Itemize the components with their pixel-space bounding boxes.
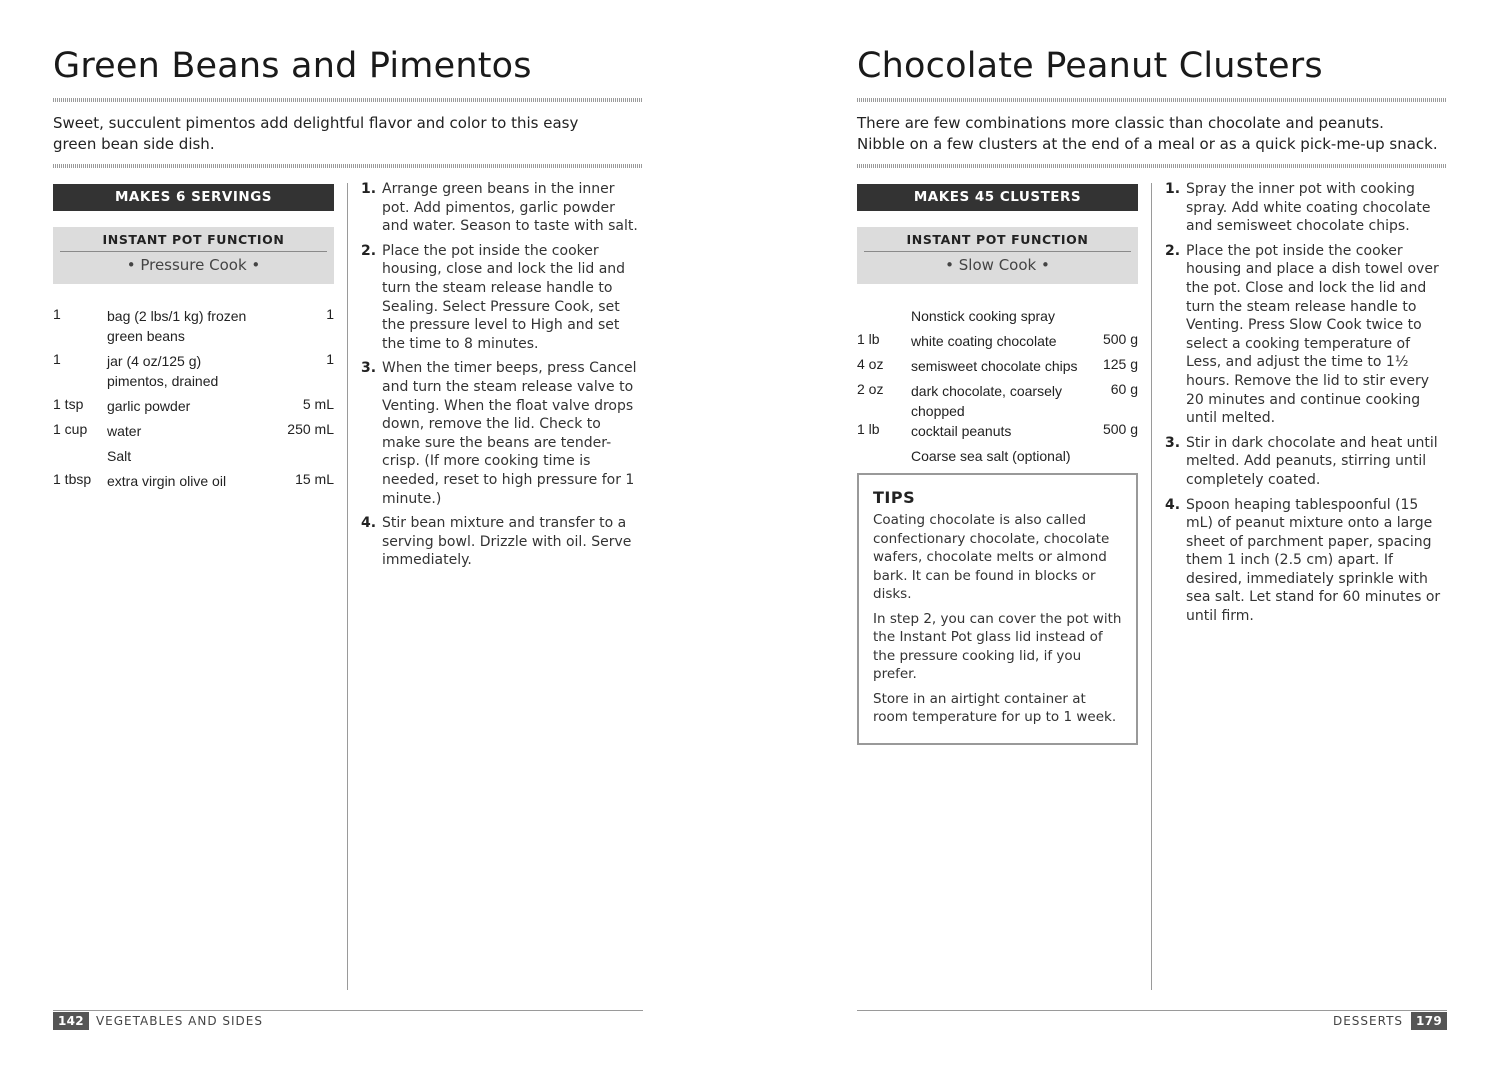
instant-pot-function-box: [857, 227, 1138, 284]
ingredient-quantity: 1 tbsp: [53, 471, 92, 487]
ingredient-name: semisweet chocolate chips: [911, 358, 1078, 374]
ingredient-row: [53, 446, 334, 471]
section-name: VEGETABLES AND SIDES: [95, 1014, 263, 1028]
yield-banner: MAKES 6 SERVINGS: [53, 184, 334, 211]
tip-paragraph: Coating chocolate is also called confectionary chocolate, chocolate wafers, chocolate melts or almond bark. It can be found in blocks or disks.: [873, 512, 1110, 602]
step-item: [1165, 434, 1447, 490]
ingredient-metric: 5 mL: [302, 396, 334, 412]
ingredient-metric: 500 g: [1102, 421, 1138, 437]
step-number: 4.: [361, 515, 377, 532]
function-title: INSTANT POT FUNCTION: [864, 232, 1131, 252]
ingredient-quantity: 1: [53, 351, 61, 367]
dotted-rule: [857, 164, 1447, 168]
step-item: [361, 242, 643, 354]
dotted-rule: [53, 164, 643, 168]
step-item: [1165, 180, 1447, 236]
ingredient-metric: 60 g: [1110, 381, 1138, 397]
ingredient-quantity: 1 tsp: [53, 396, 84, 412]
step-item: [361, 514, 643, 570]
page-footer: [53, 1012, 263, 1030]
ingredient-metric: 500 g: [1102, 331, 1138, 347]
intro-line: Sweet, succulent pimentos add delightful flavor and color to this easy: [53, 114, 579, 132]
page-number: 179: [1411, 1012, 1447, 1030]
ingredient-quantity: 1: [53, 306, 61, 322]
method-steps: [1165, 180, 1447, 632]
tips-title: TIPS: [873, 488, 916, 507]
ingredient-quantity: 1 lb: [857, 421, 880, 437]
function-title: INSTANT POT FUNCTION: [60, 232, 327, 252]
ingredient-quantity: 1 cup: [53, 421, 88, 437]
step-number: 3.: [361, 360, 377, 377]
ingredient-row: [857, 306, 1138, 331]
step-number: 4.: [1165, 496, 1181, 513]
instant-pot-function-box: [53, 227, 334, 284]
ingredient-row: [857, 331, 1138, 356]
step-text: Arrange green beans in the inner pot. Add pimentos, garlic powder and water. Season to taste with salt.: [382, 181, 638, 235]
ingredient-row: [857, 381, 1138, 421]
ingredient-list: [53, 306, 334, 496]
ingredient-name: white coating chocolate: [911, 333, 1057, 349]
footer-rule: [857, 1010, 1447, 1011]
tip-paragraph: Store in an airtight container at room temperature for up to 1 week.: [873, 690, 1117, 725]
step-text: Place the pot inside the cooker housing, close and lock the lid and turn the steam release handle to Sealing. Select Pressure Cook, set the pressure level to High and set the time to 8 minutes.: [382, 242, 626, 352]
recipe-intro: [857, 113, 1447, 155]
function-mode: • Slow Cook •: [945, 256, 1050, 274]
yield-banner: MAKES 45 CLUSTERS: [857, 184, 1138, 211]
dotted-rule: [53, 98, 643, 102]
ingredient-row: [53, 421, 334, 446]
ingredient-row: [53, 471, 334, 496]
method-steps: [361, 180, 643, 576]
ingredient-quantity: 1 lb: [857, 331, 880, 347]
ingredient-list: [857, 306, 1138, 471]
ingredient-row: [53, 396, 334, 421]
step-number: 1.: [1165, 181, 1181, 197]
step-item: [1165, 496, 1447, 626]
intro-line: There are few combinations more classic than chocolate and peanuts.: [857, 114, 1384, 132]
column-divider: [1151, 183, 1152, 990]
ingredient-row: [53, 351, 334, 396]
ingredient-name: water: [107, 423, 142, 439]
tips-box: [857, 473, 1138, 745]
recipe-sidebar: [857, 184, 1138, 284]
step-text: Spoon heaping tablespoonful (15 mL) of peanut mixture onto a large sheet of parchment paper, spacing them 1 inch (2.5 cm) apart. If desired, immediately sprinkle with sea salt. Let stand for 60 minutes or until firm.: [1186, 496, 1441, 625]
ingredient-name: bag (2 lbs/1 kg) frozen green beans: [107, 308, 247, 344]
ingredient-row: [857, 356, 1138, 381]
dotted-rule: [857, 98, 1447, 102]
step-number: 3.: [1165, 434, 1181, 451]
tip-paragraph: In step 2, you can cover the pot with the Instant Pot glass lid instead of the pressure cooking lid, if you prefer.: [873, 610, 1122, 682]
recipe-sidebar: [53, 184, 334, 284]
ingredient-name: garlic powder: [107, 398, 191, 414]
intro-line: Nibble on a few clusters at the end of a meal or as a quick pick-me-up snack.: [857, 135, 1438, 153]
step-text: Stir bean mixture and transfer to a serving bowl. Drizzle with oil. Serve immediately.: [382, 515, 632, 569]
step-item: [1165, 242, 1447, 428]
function-mode: • Pressure Cook •: [126, 256, 261, 274]
ingredient-name: Coarse sea salt (optional): [911, 448, 1071, 464]
ingredient-name: Salt: [107, 448, 132, 464]
left-page: [53, 0, 643, 1071]
step-text: Spray the inner pot with cooking spray. Add white coating chocolate and semisweet chocolate chips.: [1186, 181, 1431, 235]
recipe-title: Chocolate Peanut Clusters: [857, 46, 1323, 86]
ingredient-metric: 125 g: [1102, 356, 1138, 372]
page-footer: [1333, 1012, 1447, 1030]
step-text: When the timer beeps, press Cancel and turn the steam release valve to Venting. When the float valve drops down, remove the lid. Check to make sure the beans are tender-crisp. (If more cooking time is needed, reset to high pressure for 1 minute.): [382, 360, 637, 507]
section-name: DESSERTS: [1332, 1014, 1404, 1028]
ingredient-name: extra virgin olive oil: [107, 473, 227, 489]
ingredient-row: [857, 421, 1138, 446]
ingredient-name: cocktail peanuts: [911, 423, 1012, 439]
step-text: Place the pot inside the cooker housing and place a dish towel over the pot. Close and lock the lid and turn the steam release handle to Venting. Press Slow Cook twice to select a cooking temperature of Less, and adjust the time to 1½ hours. Remove the lid to stir every 20 minutes and continue cooking until melted.: [1186, 242, 1439, 427]
ingredient-metric: 250 mL: [287, 421, 334, 437]
recipe-intro: [53, 113, 643, 155]
ingredient-name: jar (4 oz/125 g) pimentos, drained: [107, 353, 219, 389]
ingredient-metric: 15 mL: [295, 471, 334, 487]
step-number: 2.: [361, 242, 377, 259]
step-text: Stir in dark chocolate and heat until melted. Add peanuts, stirring until completely coated.: [1186, 434, 1438, 488]
step-item: [361, 359, 643, 508]
intro-line: green bean side dish.: [53, 135, 215, 153]
ingredient-row: [857, 446, 1138, 471]
step-number: 2.: [1165, 242, 1181, 259]
ingredient-row: [53, 306, 334, 351]
ingredient-name: Nonstick cooking spray: [911, 308, 1055, 324]
step-item: [361, 180, 643, 236]
page-number: 142: [53, 1012, 89, 1030]
ingredient-quantity: 2 oz: [857, 381, 884, 397]
recipe-title: Green Beans and Pimentos: [53, 46, 532, 86]
column-divider: [347, 183, 348, 990]
ingredient-metric: 1: [326, 306, 334, 322]
step-number: 1.: [361, 181, 377, 197]
footer-rule: [53, 1010, 643, 1011]
right-page: [857, 0, 1447, 1071]
ingredient-metric: 1: [326, 351, 334, 367]
ingredient-quantity: 4 oz: [857, 356, 884, 372]
ingredient-name: dark chocolate, coarsely chopped: [911, 383, 1062, 419]
